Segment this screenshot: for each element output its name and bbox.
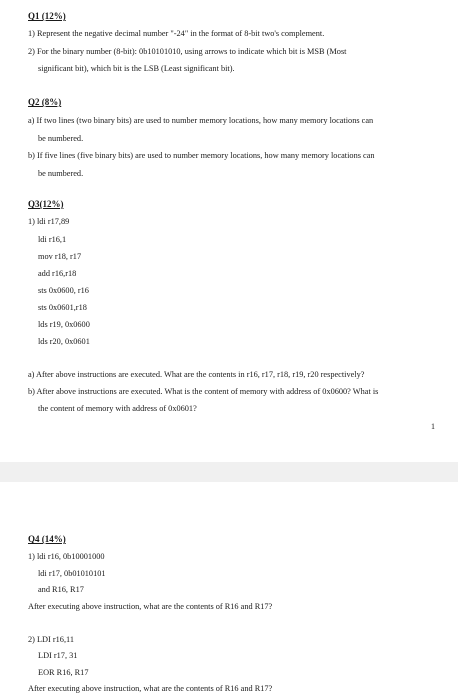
q3-code-line: 1) ldi r17,89: [28, 217, 70, 226]
q4-question-2: After executing above instruction, what are the contents of R16 and R17?: [28, 684, 273, 693]
q4-code-line: 1) ldi r16, 0b10001000: [28, 552, 105, 561]
q2-heading: Q2 (8%): [28, 97, 62, 107]
q1-heading: Q1 (12%): [28, 11, 66, 21]
q4-code-line: EOR R16, R17: [38, 668, 89, 677]
q4-heading: Q4 (14%): [28, 534, 66, 544]
q3-code-line: lds r20, 0x0601: [38, 337, 90, 346]
q2-item-a-cont: be numbered.: [38, 134, 84, 143]
q3-item-b: b) After above instructions are executed. What is the content of memory with address of 0x0600? What is: [28, 387, 379, 396]
q4-code-line: ldi r17, 0b01010101: [38, 569, 106, 578]
q1-item-2: 2) For the binary number (8-bit): 0b10101010, using arrows to indicate which bit is MSB (Most: [28, 47, 347, 56]
q3-code-line: mov r18, r17: [38, 252, 82, 261]
q3-item-a: a) After above instructions are executed. What are the contents in r16, r17, r18, r19, r20 respectively?: [28, 370, 365, 379]
page-number: 1: [431, 422, 435, 431]
document-page-2: [0, 482, 458, 700]
q2-item-a: a) If two lines (two binary bits) are used to number memory locations, how many memory locations can: [28, 116, 374, 125]
q4-code-line: and R16, R17: [38, 585, 84, 594]
q3-code-line: add r16,r18: [38, 269, 77, 278]
q3-code-line: ldi r16,1: [38, 235, 67, 244]
q3-item-b-cont: the content of memory with address of 0x0601?: [38, 404, 197, 413]
q2-item-b: b) If five lines (five binary bits) are used to number memory locations, how many memory locations can: [28, 151, 375, 160]
q3-code-line: sts 0x0601,r18: [38, 303, 87, 312]
q1-item-1: 1) Represent the negative decimal number "-24" in the format of 8-bit two's complement.: [28, 29, 325, 38]
q4-question-1: After executing above instruction, what are the contents of R16 and R17?: [28, 602, 273, 611]
q4-code-line: 2) LDI r16,11: [28, 635, 75, 644]
q2-item-b-cont: be numbered.: [38, 169, 84, 178]
q3-code-line: lds r19, 0x0600: [38, 320, 90, 329]
q3-heading: Q3(12%): [28, 199, 64, 209]
q1-item-2-cont: significant bit), which bit is the LSB (Least significant bit).: [38, 64, 235, 73]
q3-code-line: sts 0x0600, r16: [38, 286, 89, 295]
q4-code-line: LDI r17, 31: [38, 651, 78, 660]
